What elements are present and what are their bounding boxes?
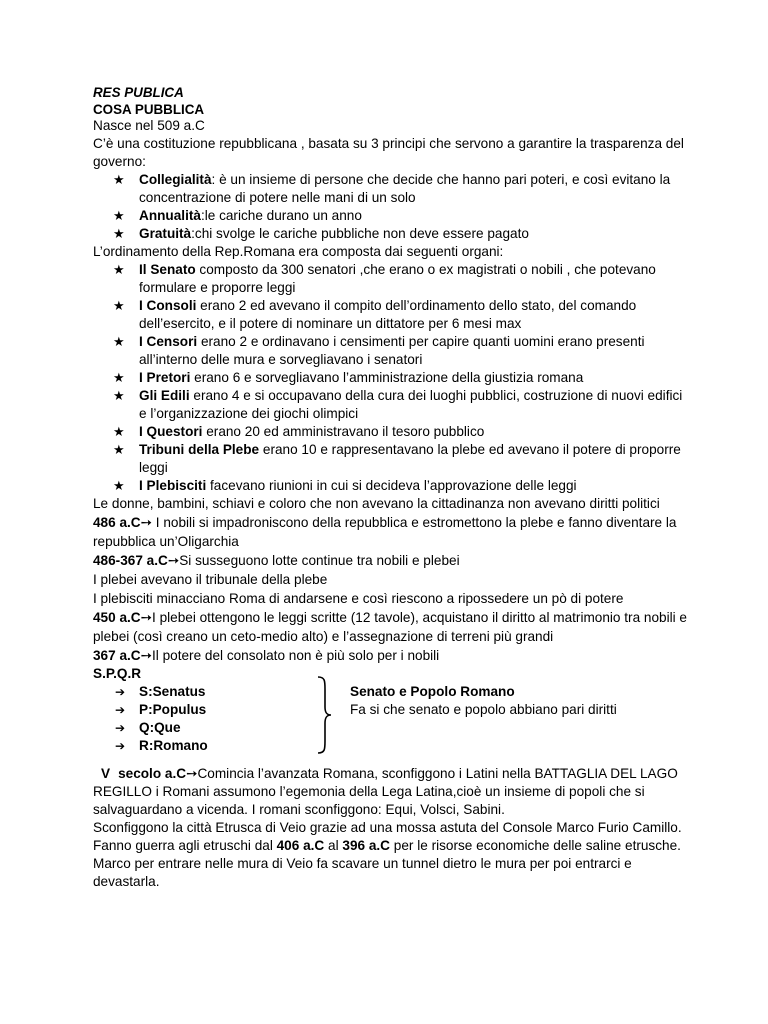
organ-text: composto da 300 senatori ,che erano o ex magistrati o nobili , che potevano formulare e proporre leggi bbox=[139, 262, 656, 295]
organ-text: erano 2 ed avevano il compito dell’ordinamento dello stato, del comando dell’esercito, e il potere di nominare un dittatore per 6 mesi max bbox=[139, 298, 637, 331]
history-text: I plebei ottengono le leggi scritte (12 tavole), acquistano il diritto al matrimonio tra nobili e plebei (così creano un ceto-medio alto) e l’assegnazione di terreni più grandi bbox=[93, 610, 687, 644]
doc-title: RES PUBLICA bbox=[93, 85, 184, 100]
history-date: 367 a.C bbox=[93, 648, 141, 663]
intro-line: C’è una costituzione repubblicana , basata su 3 principi che servono a garantire la trasparenza del governo: bbox=[93, 136, 684, 169]
plain-line: I plebei avevano il tribunale della plebe bbox=[93, 572, 328, 587]
organ-term: Tribuni della Plebe bbox=[139, 442, 260, 457]
veio-text: Sconfiggono la città Etrusca di Veio grazie ad una mossa astuta del Console Marco Furio Camillo. Fanno guerra agli etruschi dal bbox=[93, 820, 682, 853]
principle-term: Annualità bbox=[139, 208, 201, 223]
list-item bbox=[93, 333, 693, 369]
veio-date: 406 a.C bbox=[276, 838, 325, 853]
arrow-bullet-icon: ➔ bbox=[115, 739, 126, 753]
organ-text: erano 10 e rappresentavano la plebe ed avevano il potere di proporre leggi bbox=[139, 442, 681, 475]
principle-text: : è un insieme di persone che decide che hanno pari poteri, e così evitano la concentrazione di potere nelle mani di un solo bbox=[139, 172, 671, 205]
intro-line: Nasce nel 509 a.C bbox=[93, 118, 205, 133]
star-bullet-icon: ★ bbox=[113, 388, 125, 403]
organs-list bbox=[93, 261, 693, 495]
star-bullet-icon: ★ bbox=[113, 226, 125, 241]
arrow-icon: ➙ bbox=[140, 515, 153, 530]
rights-note: Le donne, bambini, schiavi e coloro che non avevano la cittadinanza non avevano diritti politici bbox=[93, 496, 660, 511]
history-date: 486-367 a.C bbox=[93, 553, 168, 568]
organ-term: I Censori bbox=[139, 334, 198, 349]
history-date: 450 a.C bbox=[93, 610, 141, 625]
organ-term: Gli Edili bbox=[139, 388, 190, 403]
veio-paragraph bbox=[93, 819, 693, 891]
principle-text: :le cariche durano un anno bbox=[200, 208, 362, 223]
spqr-list bbox=[93, 683, 208, 755]
organ-term: I Plebisciti bbox=[139, 478, 207, 493]
star-bullet-icon: ★ bbox=[113, 424, 125, 439]
star-bullet-icon: ★ bbox=[113, 262, 125, 277]
arrow-icon: ➙ bbox=[186, 766, 198, 781]
spqr-heading: S.P.Q.R bbox=[93, 666, 142, 681]
star-bullet-icon: ★ bbox=[113, 172, 125, 187]
history-date: 486 a.C bbox=[93, 515, 141, 530]
history-text: Il potere del consolato non è più solo per i nobili bbox=[152, 648, 440, 663]
organ-text: erano 6 e sorvegliavano l’amministrazione della giustizia romana bbox=[190, 370, 584, 385]
history-entry bbox=[93, 513, 693, 551]
star-bullet-icon: ★ bbox=[113, 208, 125, 223]
spqr-block bbox=[93, 683, 693, 757]
arrow-bullet-icon: ➔ bbox=[115, 721, 126, 735]
list-item bbox=[93, 387, 693, 423]
organs-intro: L’ordinamento della Rep.Romana era composta dai seguenti organi: bbox=[93, 244, 504, 259]
list-item bbox=[93, 261, 693, 297]
spqr-meaning bbox=[350, 683, 617, 719]
organ-text: erano 4 e si occupavano della cura dei luoghi pubblici, costruzione di nuovi edifici e l’organizzazione dei giochi olimpici bbox=[139, 388, 683, 421]
spqr-item: R:Romano bbox=[139, 738, 208, 753]
list-item bbox=[93, 683, 208, 701]
star-bullet-icon: ★ bbox=[113, 370, 125, 385]
organ-term: Il Senato bbox=[139, 262, 196, 277]
history-text: I nobili si impadroniscono della repubblica e estromettono la plebe e fanno diventare la repubblica un’Oligarchia bbox=[93, 515, 677, 549]
history-entry bbox=[93, 608, 693, 646]
history-text: Si susseguono lotte continue tra nobili e plebei bbox=[179, 553, 460, 568]
list-item bbox=[93, 369, 693, 387]
list-item bbox=[93, 297, 693, 333]
spqr-meaning-title: Senato e Popolo Romano bbox=[350, 684, 515, 699]
principles-list bbox=[93, 171, 693, 243]
star-bullet-icon: ★ bbox=[113, 298, 125, 313]
spqr-item: S:Senatus bbox=[139, 684, 206, 699]
list-item bbox=[93, 171, 693, 207]
plain-line: I plebisciti minacciano Roma di andarsene e così riescono a ripossedere un pò di potere bbox=[93, 591, 624, 606]
list-item bbox=[93, 441, 693, 477]
organ-term: I Questori bbox=[139, 424, 203, 439]
veio-text: al bbox=[324, 838, 343, 853]
spqr-item: P:Populus bbox=[139, 702, 207, 717]
principle-term: Collegialità bbox=[139, 172, 212, 187]
history-entry bbox=[93, 646, 693, 665]
star-bullet-icon: ★ bbox=[113, 478, 125, 493]
arrow-icon: ➙ bbox=[167, 553, 180, 568]
century-label: secolo a.C bbox=[118, 766, 187, 781]
organ-term: I Pretori bbox=[139, 370, 191, 385]
veio-text: per le risorse economiche delle saline etrusche. Marco per entrare nelle mura di Veio fa scavare un tunnel dietro le mura per poi entrarci e devastarla. bbox=[93, 838, 681, 889]
organ-text: erano 2 e ordinavano i censimenti per capire quanti uomini erano presenti all’interno delle mura e sorvegliavano i senatori bbox=[139, 334, 645, 367]
century-text: Comincia l’avanzata Romana, sconfiggono i Latini nella BATTAGLIA DEL LAGO REGILLO i Romani assumono l’egemonia della Lega Latina,cioè un insieme di popoli che si salvaguardano a vicenda. I romani sconfiggono: Equi, Volsci, Sabini. bbox=[93, 766, 678, 817]
list-item bbox=[93, 737, 208, 755]
century-numeral: V bbox=[101, 766, 111, 781]
star-bullet-icon: ★ bbox=[113, 334, 125, 349]
list-item bbox=[93, 719, 208, 737]
principle-text: :chi svolge le cariche pubbliche non deve essere pagato bbox=[191, 226, 529, 241]
century-paragraph bbox=[93, 765, 693, 819]
list-item bbox=[93, 225, 693, 243]
list-item bbox=[93, 701, 208, 719]
organ-term: I Consoli bbox=[139, 298, 197, 313]
arrow-bullet-icon: ➔ bbox=[115, 703, 126, 717]
spqr-meaning-text: Fa si che senato e popolo abbiano pari diritti bbox=[350, 702, 617, 717]
star-bullet-icon: ★ bbox=[113, 442, 125, 457]
spqr-item: Q:Que bbox=[139, 720, 181, 735]
principle-term: Gratuità bbox=[139, 226, 192, 241]
arrow-icon: ➙ bbox=[140, 648, 153, 663]
arrow-icon: ➙ bbox=[140, 610, 153, 625]
list-item bbox=[93, 207, 693, 225]
document-body bbox=[93, 84, 693, 891]
list-item bbox=[93, 477, 693, 495]
organ-text: facevano riunioni in cui si decideva l’approvazione delle leggi bbox=[206, 478, 577, 493]
arrow-bullet-icon: ➔ bbox=[115, 685, 126, 699]
organ-text: erano 20 ed amministravano il tesoro pubblico bbox=[202, 424, 485, 439]
list-item bbox=[93, 423, 693, 441]
right-brace-icon bbox=[314, 675, 334, 755]
veio-date: 396 a.C bbox=[342, 838, 391, 853]
history-entry bbox=[93, 551, 693, 570]
doc-subtitle: COSA PUBBLICA bbox=[93, 102, 205, 117]
